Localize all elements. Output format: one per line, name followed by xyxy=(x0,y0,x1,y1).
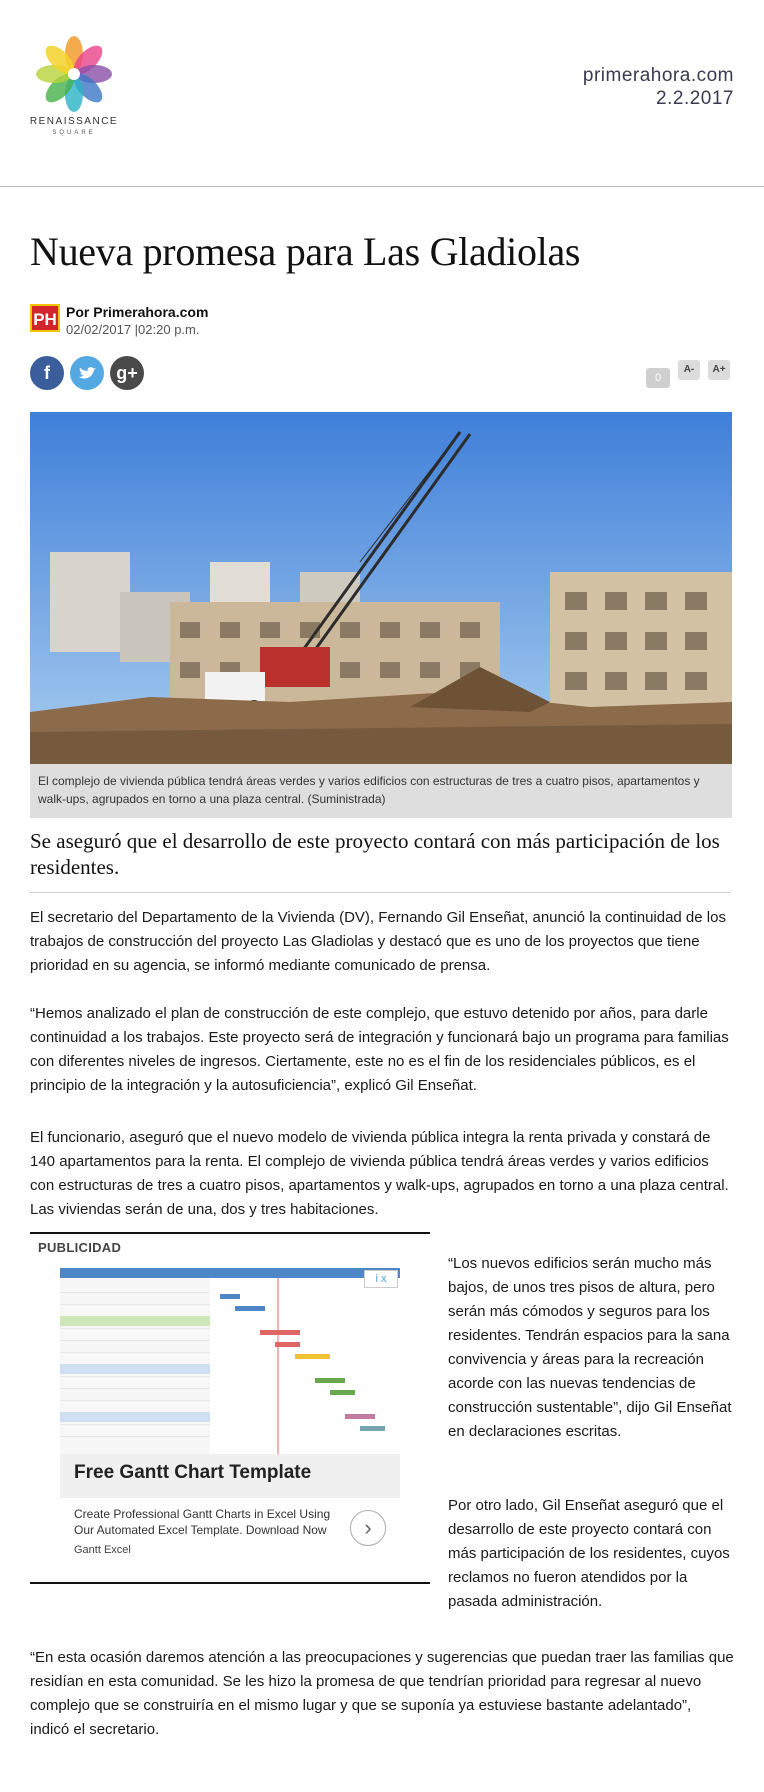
advertisement xyxy=(30,1232,430,1584)
ad-description-box[interactable] xyxy=(60,1498,400,1560)
paragraph-2: “Hemos analizado el plan de construcción de este complejo, que estuvo detenido por años, para darle continuidad a los trabajos. Este proyecto será de integración y funcionará bajo un programa para familias con diferentes niveles de ingresos. Ciertamente, este no es el fin de los residenciales públicos, es el principio de la integración y la autosuficiencia”, explicó Gil Enseñat. xyxy=(30,1005,729,1094)
font-smaller-button[interactable]: A- xyxy=(678,360,700,380)
logo-name: RENAISSANCE xyxy=(29,116,119,127)
source-name: primerahora.com xyxy=(582,65,734,86)
ad-close-icon[interactable]: i x xyxy=(364,1270,398,1288)
primerahora-logo: PH xyxy=(30,304,60,332)
ad-title[interactable]: Free Gantt Chart Template xyxy=(74,1462,312,1483)
author[interactable]: Por Primerahora.com xyxy=(66,304,209,320)
ad-brand: Gantt Excel xyxy=(74,1544,131,1556)
source-date: 2.2.2017 xyxy=(656,88,734,109)
twitter-icon[interactable] xyxy=(70,356,104,390)
ad-card[interactable] xyxy=(60,1268,400,1560)
paragraph-6: “En esta ocasión daremos atención a las preocupaciones y sugerencias que puedan traer las familias que residían en esta comunidad. Se les hizo la promesa de que tendrían prioridad para regresar al nuevo complejo que se construiría en el mismo lugar y que se suponía ya estuviese bastante adelantado”, indicó el secretario. xyxy=(30,1649,734,1738)
publish-date: 02/02/2017 |02:20 p.m. xyxy=(66,322,200,337)
page-header xyxy=(0,0,764,187)
article-title: Nueva promesa para Las Gladiolas xyxy=(30,229,581,274)
chevron-right-icon[interactable]: › xyxy=(350,1510,386,1546)
googleplus-icon[interactable]: g+ xyxy=(110,356,144,390)
ad-label: PUBLICIDAD xyxy=(38,1240,122,1255)
comment-icon[interactable]: 0 xyxy=(646,368,670,388)
paragraph-4: “Los nuevos edificios serán mucho más bajos, de unos tres pisos de altura, pero serán más cómodos y seguros para los residentes. Tendrán espacios para la sana convivencia y áreas para la recreación acorde con las nuevas tendencias de construcción sustentable”, dijo Gil Enseñat en declaraciones escritas. xyxy=(448,1255,732,1440)
renaissance-logo xyxy=(28,34,120,144)
ad-description: Create Professional Gantt Charts in Excel Using Our Automated Excel Template. Download Now xyxy=(74,1507,331,1537)
paragraph-5: Por otro lado, Gil Enseñat aseguró que el desarrollo de este proyecto contará con más participación de los residentes, cuyos reclamos no fueron atendidos por la pasada administración. xyxy=(448,1497,730,1610)
source-info xyxy=(583,64,734,110)
image-caption: El complejo de vivienda pública tendrá áreas verdes y varios edificios con estructuras de tres a cuatro pisos, apartamentos y walk-ups, agrupados en torno a una plaza central. (Suministrada) xyxy=(30,764,732,818)
paragraph-1: El secretario del Departamento de la Vivienda (DV), Fernando Gil Enseñat, anunció la continuidad de los trabajos de construcción del proyecto Las Gladiolas y destacó que es uno de los proyectos que tiene prioridad en su agencia, se informó mediante comunicado de prensa. xyxy=(30,909,726,974)
flower-logo-icon xyxy=(34,34,114,114)
font-larger-button[interactable]: A+ xyxy=(708,360,730,380)
facebook-icon[interactable]: f xyxy=(30,356,64,390)
article-lead: Se aseguró que el desarrollo de este proyecto contará con más participación de los residentes. xyxy=(30,828,730,893)
logo-subtitle: SQUARE xyxy=(52,130,96,136)
paragraph-3: El funcionario, aseguró que el nuevo modelo de vivienda pública integra la renta privada y constará de 140 apartamentos para la renta. El complejo de vivienda pública tendrá áreas verdes y varios edificios con estructuras de tres a cuatro pisos, apartamentos y walk-ups, agrupados en torno a una plaza central. Las viviendas serán de una, dos y tres habitaciones. xyxy=(30,1129,729,1218)
hero-image xyxy=(30,412,732,764)
ad-image[interactable] xyxy=(60,1268,400,1454)
